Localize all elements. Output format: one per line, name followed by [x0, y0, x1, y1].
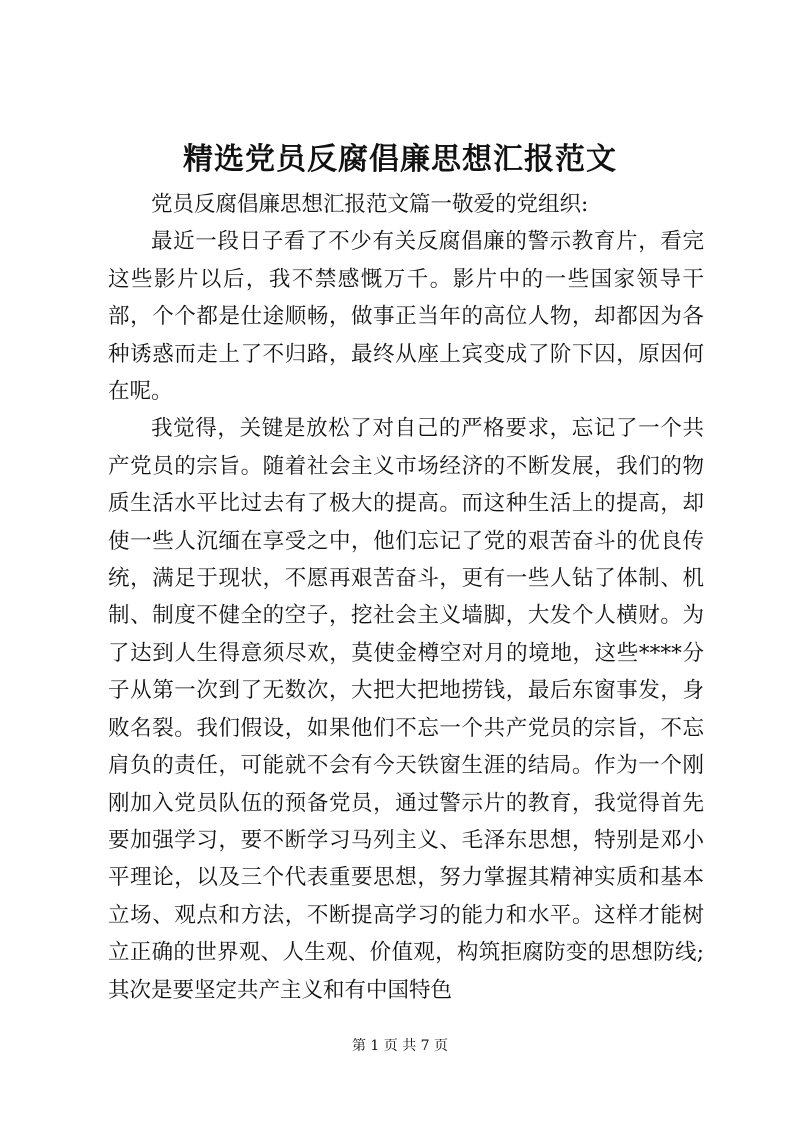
paragraph: 我觉得，关键是放松了对自己的严格要求，忘记了一个共产党员的宗旨。随着社会主义市场经济的不断发展，我们的物质生活水平比过去有了极大的提高。而这种生活上的提高，却使一些人沉缅在享受之中，他们忘记了党的艰苦奋斗的优良传统，满足于现状，不愿再艰苦奋斗，更有一些人钻了体制、机制、制度不健全的空子，挖社会主义墙脚，大发个人横财。为了达到人生得意须尽欢，莫使金樽空对月的境地，这些****分子从第一次到了无数次，大把大把地捞钱，最后东窗事发，身败名裂。我们假设，如果他们不忘一个共产党员的宗旨，不忘肩负的责任，可能就不会有今天铁窗生涯的结局。作为一个刚刚加入党员队伍的预备党员，通过警示片的教育，我觉得首先要加强学习，要不断学习马列主义、毛泽东思想，特别是邓小平理论，以及三个代表重要思想，努力掌握其精神实质和基本立场、观点和方法，不断提高学习的能力和水平。这样才能树立正确的世界观、人生观、价值观，构筑拒腐防变的思想防线;其次是要坚定共产主义和有中国特色: [108, 416, 704, 1003]
document-body: [108, 186, 704, 1009]
document-title: 精选党员反腐倡廉思想汇报范文: [183, 142, 617, 177]
page-footer: 第 1 页 共 7 页: [351, 1038, 449, 1054]
paragraph-heading: 党员反腐倡廉思想汇报范文篇一敬爱的党组织:: [151, 192, 589, 217]
paragraph: 最近一段日子看了不少有关反腐倡廉的警示教育片，看完这些影片以后，我不禁感慨万千。影片中的一些国家领导干部，个个都是仕途顺畅，做事正当年的高位人物，却都因为各种诱惑而走上了不归路，最终从座上宾变成了阶下囚，原因何在呢。: [108, 229, 704, 405]
